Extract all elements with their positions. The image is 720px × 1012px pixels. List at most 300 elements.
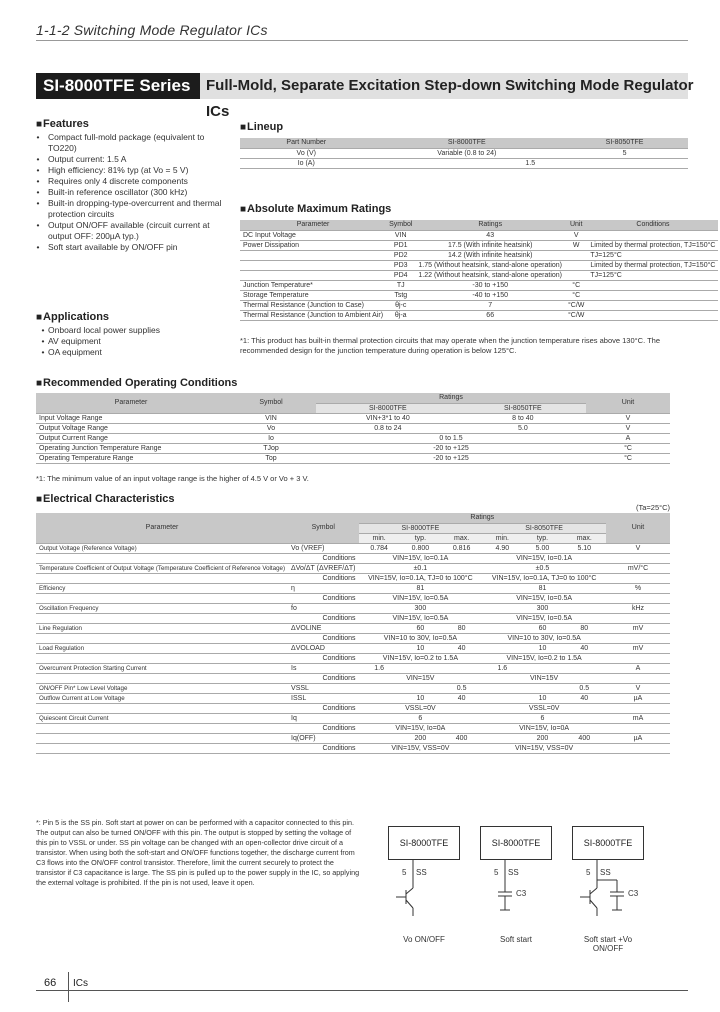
table-row <box>36 663 670 673</box>
amr-table <box>240 220 718 321</box>
table-cell: Conditions <box>288 633 358 643</box>
table-cell: Outflow Current at Low Voltage <box>36 693 288 703</box>
roc-heading: ■ Recommended Operating Conditions <box>36 377 237 389</box>
table-cell: 1.22 (Without heatsink, stand-alone operation) <box>415 270 565 280</box>
table-row <box>240 230 718 240</box>
table-cell <box>36 743 288 753</box>
feature-text: Output current: 1.5 A <box>48 154 127 164</box>
table-row <box>36 563 670 573</box>
table-cell <box>606 743 670 753</box>
ec-note: *: Pin 5 is the SS pin. Soft start at power on can be performed with a capacitor connected to this pin. The output can also be turned ON/OFF with this pin. The output is stopped by setting the voltage of this pin to VSSL or under. SS pin voltage can be changed with an open-collector drive circuit of a transistor. When using both the soft-start and ON/OFF functions together, the discharge current from C3 flows into the ON/OFF control transistor. Therefore, limit the current securely to protect the transistor if C3 capacitance is large. The SS pin is pulled up to the power supply in the IC, so applying the external voltage is prohibited. If the pin is not used, leave it open. <box>36 818 360 887</box>
table-cell: 40 <box>441 643 482 653</box>
table-cell <box>563 663 606 673</box>
table-cell <box>482 713 522 723</box>
table-cell: V <box>586 423 670 433</box>
table-cell: 0.5 <box>563 683 606 693</box>
table-row <box>36 553 670 563</box>
table-cell: 8 to 40 <box>460 413 586 423</box>
table-cell: 1.5 <box>373 158 688 168</box>
table-cell: -20 to +125 <box>316 443 586 453</box>
table-cell: 400 <box>563 733 606 743</box>
table-cell <box>36 633 288 643</box>
table-cell: Overcurrent Protection Starting Current <box>36 663 288 673</box>
table-cell <box>441 603 482 613</box>
ec-header: Ratings <box>359 513 606 523</box>
table-cell: VIN=10 to 30V, Io=0.5A <box>482 633 606 643</box>
pin-number: 5 <box>586 868 591 877</box>
ec-heading: ■ Electrical Characteristics <box>36 493 175 505</box>
table-cell: Iq <box>288 713 358 723</box>
amr-heading: ■ Absolute Maximum Ratings <box>240 203 391 215</box>
table-cell: VIN=15V, Io=0.1A <box>482 553 606 563</box>
table-cell <box>36 573 288 583</box>
feature-item <box>38 154 233 165</box>
table-header-row <box>240 220 718 230</box>
ec-table <box>36 513 670 754</box>
footer-divider-bar <box>68 972 69 1002</box>
table-cell: VIN=15V, Io=0.5A <box>359 613 483 623</box>
table-cell: 5.0 <box>460 423 586 433</box>
table-row <box>240 280 718 290</box>
table-cell: Conditions <box>288 723 358 733</box>
table-row <box>240 290 718 300</box>
bullet: • <box>36 220 40 230</box>
table-cell: 0.800 <box>400 543 441 553</box>
applications-list <box>38 325 233 358</box>
feature-text: Built-in reference oscillator (300 kHz) <box>48 187 188 197</box>
table-cell <box>606 633 670 643</box>
table-cell: mA <box>606 713 670 723</box>
table-row <box>240 158 688 168</box>
table-cell <box>482 603 522 613</box>
ec-minmax-header: max. <box>563 533 606 543</box>
table-cell: 300 <box>522 603 562 613</box>
table-cell: 40 <box>563 643 606 653</box>
table-cell: V <box>606 543 670 553</box>
table-row <box>36 653 670 663</box>
table-cell <box>240 260 386 270</box>
table-cell: Vo (V) <box>240 148 373 158</box>
table-cell: Conditions <box>288 553 358 563</box>
table-cell <box>587 280 718 290</box>
table-cell: Input Voltage Range <box>36 413 226 423</box>
table-cell: Power Dissipation <box>240 240 386 250</box>
table-cell: mV <box>606 643 670 653</box>
table-cell: VIN <box>226 413 316 423</box>
feature-text: Soft start available by ON/OFF pin <box>48 242 178 252</box>
table-cell: °C/W <box>565 300 587 310</box>
features-heading: ■ Features <box>36 118 89 130</box>
feature-text: Requires only 4 discrete components <box>48 176 188 186</box>
application-item <box>38 325 233 336</box>
feature-item <box>38 220 233 242</box>
table-cell <box>482 693 522 703</box>
bullet: • <box>36 198 40 208</box>
feature-text: Output ON/OFF available (circuit current at output OFF: 200µA typ.) <box>48 220 210 241</box>
amr-header: Ratings <box>415 220 565 230</box>
table-cell <box>482 583 522 593</box>
table-cell: 60 <box>522 623 562 633</box>
table-cell: TJ=125°C <box>587 270 718 280</box>
bullet: • <box>41 347 45 357</box>
table-cell <box>482 733 522 743</box>
table-cell: VIN=15V <box>482 673 606 683</box>
circuit-caption: Soft start <box>499 935 532 944</box>
table-row <box>240 250 718 260</box>
table-cell <box>482 563 522 573</box>
table-cell <box>359 693 400 703</box>
table-cell: PD4 <box>386 270 415 280</box>
feature-item <box>38 198 233 220</box>
table-cell: Line Regulation <box>36 623 288 633</box>
table-header-row <box>36 393 670 403</box>
table-cell: Operating Junction Temperature Range <box>36 443 226 453</box>
table-cell: 43 <box>415 230 565 240</box>
application-text: OA equipment <box>48 347 102 357</box>
table-cell <box>359 713 400 723</box>
footer-line <box>36 990 688 991</box>
application-text: AV equipment <box>48 336 101 346</box>
ec-minmax-header: min. <box>359 533 400 543</box>
table-cell: 66 <box>415 310 565 320</box>
table-cell: Conditions <box>288 593 358 603</box>
table-row <box>240 240 718 250</box>
capacitor-label: C3 <box>628 889 639 898</box>
ec-minmax-header: min. <box>482 533 522 543</box>
table-row <box>36 703 670 713</box>
table-cell: Vo (VREF) <box>288 543 358 553</box>
table-cell: mV/°C <box>606 563 670 573</box>
table-row <box>240 260 718 270</box>
table-cell: PD3 <box>386 260 415 270</box>
table-cell: VIN=15V <box>359 673 483 683</box>
application-text: Onboard local power supplies <box>48 325 160 335</box>
table-row <box>240 148 688 158</box>
table-cell: °C <box>565 280 587 290</box>
table-cell: Conditions <box>288 673 358 683</box>
bullet: • <box>36 154 40 164</box>
table-cell: Storage Temperature <box>240 290 386 300</box>
table-cell <box>606 723 670 733</box>
feature-text: Built-in dropping-type-overcurrent and thermal protection circuits <box>48 198 222 219</box>
table-cell: VIN=15V, Io=0.5A <box>482 613 606 623</box>
table-cell: V <box>606 683 670 693</box>
table-cell: 14.2 (With infinite heatsink) <box>415 250 565 260</box>
table-cell: V <box>565 230 587 240</box>
table-cell: VIN=15V, Io=0A <box>482 723 606 733</box>
table-cell: 4.90 <box>482 543 522 553</box>
roc-header: Symbol <box>226 393 316 413</box>
table-cell: Junction Temperature* <box>240 280 386 290</box>
lineup-table <box>240 138 688 169</box>
table-cell <box>359 603 400 613</box>
table-cell: 40 <box>441 693 482 703</box>
table-cell: VIN=15V, Io=0.1A, TJ=0 to 100°C <box>482 573 606 583</box>
table-cell <box>240 250 386 260</box>
lineup-header: SI-8050TFE <box>561 138 688 148</box>
table-cell <box>563 583 606 593</box>
lineup-header: Part Number <box>240 138 373 148</box>
table-cell: 7 <box>415 300 565 310</box>
table-cell <box>359 623 400 633</box>
table-cell: Conditions <box>288 573 358 583</box>
table-cell: Vo <box>226 423 316 433</box>
feature-item <box>38 176 233 187</box>
table-row <box>36 423 670 433</box>
application-item <box>38 336 233 347</box>
table-row <box>36 413 670 423</box>
feature-item <box>38 187 233 198</box>
table-cell <box>563 563 606 573</box>
table-cell <box>606 613 670 623</box>
table-cell: µA <box>606 693 670 703</box>
ic-chip-box: SI-8000TFE <box>388 826 460 860</box>
table-cell: VIN=10 to 30V, Io=0.5A <box>359 633 483 643</box>
bullet: • <box>36 187 40 197</box>
table-cell: 0.5 <box>441 683 482 693</box>
table-cell: TJop <box>226 443 316 453</box>
table-header-row <box>36 513 670 523</box>
table-cell: ΔVo/ΔT (ΔVREF/ΔT) <box>288 563 358 573</box>
roc-header: Parameter <box>36 393 226 413</box>
table-cell: ±0.1 <box>400 563 441 573</box>
table-cell: 10 <box>522 643 562 653</box>
table-cell: V <box>586 413 670 423</box>
table-cell <box>606 553 670 563</box>
bullet: • <box>36 165 40 175</box>
table-row <box>36 583 670 593</box>
table-cell: TJ=125°C <box>587 250 718 260</box>
table-cell: Oscillation Frequency <box>36 603 288 613</box>
table-cell: Conditions <box>288 653 358 663</box>
table-cell: VIN+3*1 to 40 <box>316 413 460 423</box>
table-cell: Output Current Range <box>36 433 226 443</box>
table-cell: Output Voltage Range <box>36 423 226 433</box>
bullet: • <box>36 132 40 142</box>
table-cell <box>441 663 482 673</box>
table-row <box>36 543 670 553</box>
table-cell: VIN=15V, Io=0.1A <box>359 553 483 563</box>
table-cell: 6 <box>400 713 441 723</box>
ss-pin-label: SS <box>508 868 519 877</box>
roc-subheader: SI-8000TFE <box>316 403 460 413</box>
table-cell: VIN=15V, Io=0.5A <box>482 593 606 603</box>
table-row <box>36 593 670 603</box>
table-cell: 10 <box>400 693 441 703</box>
table-cell: 200 <box>522 733 562 743</box>
ec-header: Symbol <box>288 513 358 543</box>
table-cell: 0.784 <box>359 543 400 553</box>
table-cell: VIN=15V, Io=0A <box>359 723 483 733</box>
table-cell: 10 <box>522 693 562 703</box>
table-cell: °C <box>586 453 670 463</box>
table-row <box>36 453 670 463</box>
table-cell: Operating Temperature Range <box>36 453 226 463</box>
bullet: • <box>36 176 40 186</box>
circuit-caption: Soft start +Vo ON/OFF <box>583 935 633 953</box>
ec-part-header: SI-8000TFE <box>359 523 483 533</box>
ic-chip-box: SI-8000TFE <box>572 826 644 860</box>
table-cell: VIN=15V, Io=0.2 to 1.5A <box>482 653 606 663</box>
table-cell: ±0.5 <box>522 563 562 573</box>
table-cell: 1.6 <box>482 663 522 673</box>
table-cell <box>36 703 288 713</box>
table-row <box>36 643 670 653</box>
table-cell: % <box>606 583 670 593</box>
table-cell: fo <box>288 603 358 613</box>
table-row <box>36 603 670 613</box>
table-cell: 300 <box>400 603 441 613</box>
table-cell: Output Voltage (Reference Voltage) <box>36 543 288 553</box>
table-row <box>240 270 718 280</box>
circuit-caption: Vo ON/OFF <box>403 935 445 944</box>
table-cell: VSSL <box>288 683 358 693</box>
table-cell: 1.75 (Without heatsink, stand-alone operation) <box>415 260 565 270</box>
table-row <box>36 713 670 723</box>
table-cell <box>606 653 670 663</box>
feature-text: High efficiency: 81% typ (at Vo = 5 V) <box>48 165 189 175</box>
table-row <box>36 723 670 733</box>
bullet: • <box>41 336 45 346</box>
capacitor-label: C3 <box>516 889 527 898</box>
product-title: Full-Mold, Separate Excitation Step-down Switching Mode Regulator ICs <box>206 77 694 120</box>
table-cell: A <box>606 663 670 673</box>
table-cell <box>359 563 400 573</box>
amr-header: Parameter <box>240 220 386 230</box>
table-cell <box>359 733 400 743</box>
page-section-header: 1-1-2 Switching Mode Regulator ICs <box>36 22 268 38</box>
table-cell <box>36 673 288 683</box>
table-cell: Thermal Resistance (Junction to Case) <box>240 300 386 310</box>
table-cell <box>587 300 718 310</box>
table-cell: °C <box>565 290 587 300</box>
table-cell: VIN=15V, VSS=0V <box>359 743 483 753</box>
table-header-row <box>240 138 688 148</box>
table-cell: A <box>586 433 670 443</box>
table-cell: -20 to +125 <box>316 453 586 463</box>
features-list <box>38 132 233 253</box>
table-cell: Load Regulation <box>36 643 288 653</box>
table-cell: 80 <box>441 623 482 633</box>
amr-header: Conditions <box>587 220 718 230</box>
ec-header: Parameter <box>36 513 288 543</box>
table-cell: η <box>288 583 358 593</box>
table-cell: Top <box>226 453 316 463</box>
table-cell <box>587 290 718 300</box>
table-cell: PD2 <box>386 250 415 260</box>
application-item <box>38 347 233 358</box>
table-cell: Io (A) <box>240 158 373 168</box>
table-cell <box>400 683 441 693</box>
table-cell <box>563 713 606 723</box>
table-cell: VIN=15V, Io=0.2 to 1.5A <box>359 653 483 663</box>
roc-note: *1: The minimum value of an input voltage range is the higher of 4.5 V or Vo + 3 V. <box>36 474 309 483</box>
table-cell: kHz <box>606 603 670 613</box>
table-cell: Is <box>288 663 358 673</box>
ec-minmax-header: typ. <box>522 533 562 543</box>
table-cell: 200 <box>400 733 441 743</box>
table-cell: PD1 <box>386 240 415 250</box>
table-cell: Iq(OFF) <box>288 733 358 743</box>
table-cell: VIN=15V, VSS=0V <box>482 743 606 753</box>
table-row <box>36 673 670 683</box>
table-cell <box>482 683 522 693</box>
table-cell: 5.00 <box>522 543 562 553</box>
ec-minmax-header: max. <box>441 533 482 543</box>
ec-part-header: SI-8050TFE <box>482 523 606 533</box>
table-cell: Limited by thermal protection, TJ=150°C <box>587 240 718 250</box>
table-row <box>36 443 670 453</box>
table-cell <box>565 260 587 270</box>
pin-number: 5 <box>402 868 407 877</box>
table-cell: Conditions <box>288 743 358 753</box>
table-cell: 5 <box>561 148 688 158</box>
table-cell: VIN=15V, Io=0.5A <box>359 593 483 603</box>
table-cell: 5.10 <box>563 543 606 553</box>
table-cell: Io <box>226 433 316 443</box>
table-cell: DC Input Voltage <box>240 230 386 240</box>
table-cell: W <box>565 240 587 250</box>
table-cell <box>359 643 400 653</box>
table-row <box>36 573 670 583</box>
page-number: 66 <box>44 977 57 989</box>
table-cell: TJ <box>386 280 415 290</box>
table-cell <box>441 713 482 723</box>
table-cell <box>565 250 587 260</box>
table-cell <box>522 683 562 693</box>
circuit-schematic <box>388 860 468 920</box>
table-cell: 1.6 <box>359 663 400 673</box>
amr-note: *1: This product has built-in thermal protection circuits that may operate when the junction temperature rises above 130°C. The recommended design for the junction temperature during operation is below 125°C. <box>240 336 661 355</box>
table-cell: °C <box>586 443 670 453</box>
table-cell: 0.816 <box>441 543 482 553</box>
table-cell <box>565 270 587 280</box>
table-cell <box>359 683 400 693</box>
table-cell <box>441 563 482 573</box>
feature-item <box>38 242 233 253</box>
lineup-header: SI-8000TFE <box>373 138 562 148</box>
table-cell: ISSL <box>288 693 358 703</box>
ec-temp: (Ta=25°C) <box>636 503 671 512</box>
applications-heading: ■ Applications <box>36 311 109 323</box>
table-cell <box>36 613 288 623</box>
table-row <box>36 733 670 743</box>
table-cell: Temperature Coefficient of Output Voltage (Temperature Coefficient of Reference Voltage) <box>36 563 288 573</box>
table-cell <box>563 603 606 613</box>
table-cell: 81 <box>522 583 562 593</box>
header-divider <box>36 40 688 41</box>
roc-header: Unit <box>586 393 670 413</box>
series-name: SI-8000TFE Series <box>36 73 200 99</box>
table-row <box>36 623 670 633</box>
lineup-heading: ■ Lineup <box>240 121 283 133</box>
table-cell: µA <box>606 733 670 743</box>
table-row <box>36 433 670 443</box>
table-cell <box>36 723 288 733</box>
table-cell: 80 <box>563 623 606 633</box>
ec-header: Unit <box>606 513 670 543</box>
table-row <box>36 613 670 623</box>
footer-section: ICs <box>73 978 88 989</box>
table-cell <box>36 733 288 743</box>
table-cell: 40 <box>563 693 606 703</box>
table-cell: ON/OFF Pin* Low Level Voltage <box>36 683 288 693</box>
table-cell: ΔVOLOAD <box>288 643 358 653</box>
amr-header: Unit <box>565 220 587 230</box>
table-cell: VIN <box>386 230 415 240</box>
roc-table <box>36 393 670 464</box>
ec-minmax-header: typ. <box>400 533 441 543</box>
